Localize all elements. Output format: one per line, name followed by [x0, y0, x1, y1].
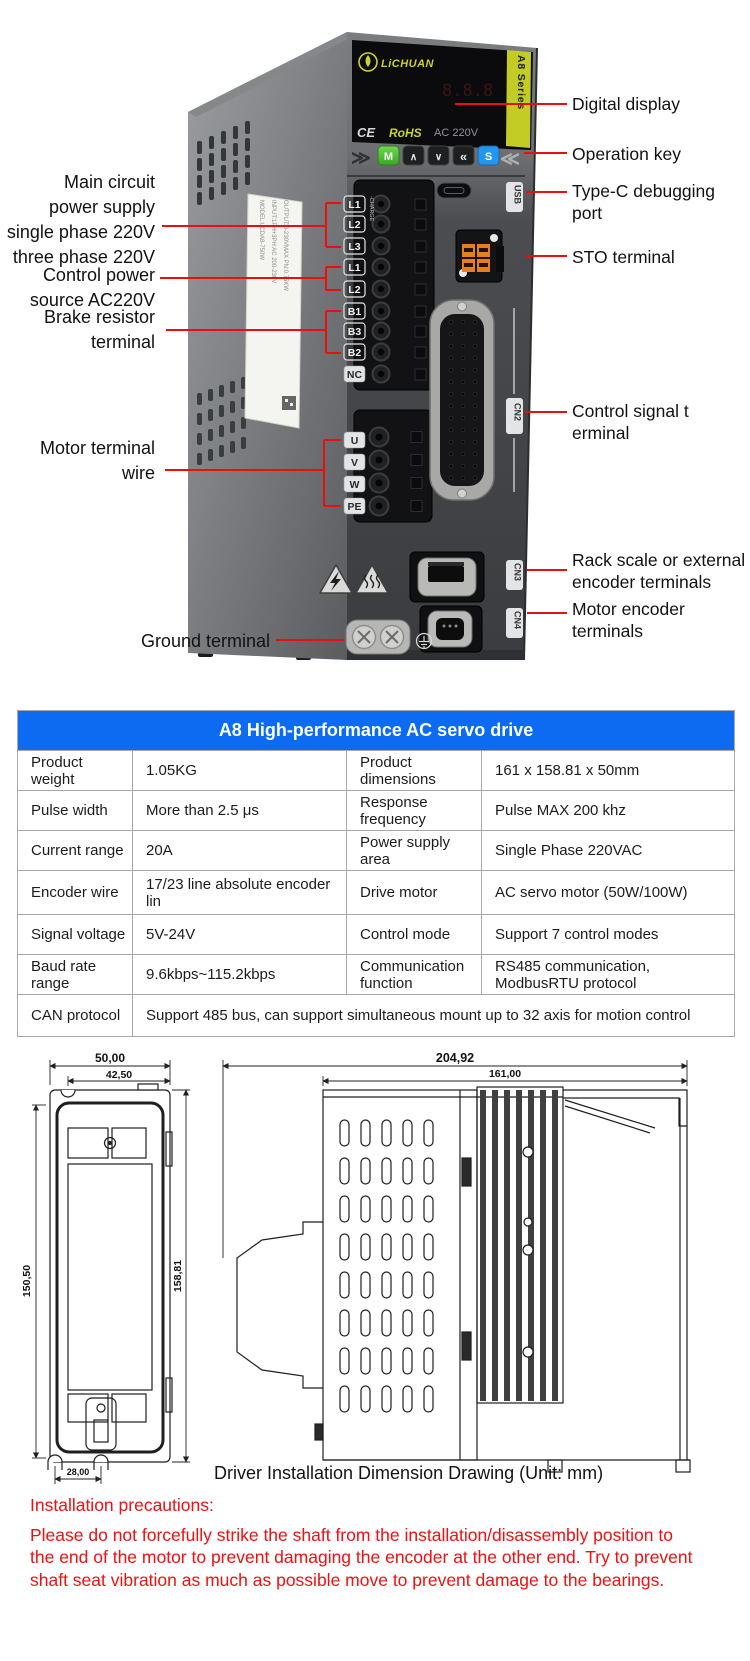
spec-label: Product weight	[18, 751, 133, 791]
dim-height-right: 158,81	[172, 1259, 184, 1293]
notes-line: shaft seat vibration as much as possible move to prevent damage to the bearings.	[30, 1569, 665, 1590]
brand-name: LiCHUAN	[381, 58, 434, 70]
dim-inner-width: 42,50	[105, 1069, 133, 1081]
rohs-mark: RoHS	[389, 126, 422, 140]
side-spec-label	[245, 194, 302, 428]
cn2-connector[interactable]	[430, 300, 494, 500]
spec-value: 9.6kbps~115.2kbps	[133, 955, 347, 995]
svg-text:V: V	[350, 457, 359, 469]
spec-value: 161 x 158.81 x 50mm	[482, 751, 735, 791]
svg-text:L1: L1	[348, 199, 361, 211]
dimension-lines	[32, 1060, 687, 1484]
terminal-tag-L2	[344, 216, 365, 232]
spec-value: AC servo motor (50W/100W)	[482, 871, 735, 915]
spec-label: CAN protocol	[18, 995, 133, 1037]
spec-value: Pulse MAX 200 khz	[482, 791, 735, 831]
side-label-line: OUTPUT:0-230VMAX PN:0.75KW	[282, 200, 288, 292]
spec-value: 17/23 line absolute encoder lin	[133, 871, 347, 915]
svg-text:NC: NC	[346, 369, 363, 381]
spec-value: Single Phase 220VAC	[482, 831, 735, 871]
svg-text:W: W	[349, 479, 360, 491]
callout-sto-terminal: STO terminal	[572, 247, 675, 267]
callout-motor-encoder: Motor encoder terminals	[572, 599, 685, 641]
spec-value: 20A	[133, 831, 347, 871]
spec-label: Control mode	[347, 915, 482, 955]
usb-port-label	[506, 182, 523, 212]
spec-label: Product dimensions	[347, 751, 482, 791]
table-row	[18, 751, 735, 791]
notes-title: Installation precautions:	[30, 1495, 214, 1515]
callout-digital-display: Digital display	[572, 94, 680, 114]
terminal-tag-V	[344, 454, 365, 470]
notes-line: the end of the motor to prevent damaging the encoder at the other end. Try to prevent	[30, 1547, 693, 1567]
type-c-port[interactable]	[437, 183, 471, 198]
spec-table	[17, 710, 734, 1037]
cn4-port-label	[506, 608, 523, 638]
spec-label: Response frequency	[347, 791, 482, 831]
table-row	[18, 831, 735, 871]
svg-text:CN3: CN3	[512, 563, 523, 582]
side-label-line: INPUT:1PH+3PH AC 200-230V	[270, 200, 276, 284]
chevrons-decor: ≫	[351, 148, 371, 169]
svg-text:L1: L1	[348, 262, 361, 274]
spec-label: Communication function	[347, 955, 482, 995]
side-label-line: MODEL:LCDA8-750W	[258, 200, 264, 261]
terminal-tag-B1	[344, 303, 365, 319]
svg-text:PE: PE	[347, 501, 362, 513]
dimension-labels	[21, 1051, 521, 1477]
m-button-label: M	[383, 151, 394, 163]
svg-text:CN2: CN2	[512, 403, 523, 422]
vent-slots	[340, 1120, 433, 1412]
dim-body-width: 161,00	[488, 1068, 522, 1080]
notes-line: Please do not forcefully strike the shaft from the installation/disassembly position to	[30, 1524, 673, 1545]
qr-code	[282, 396, 296, 410]
spec-value: Support 485 bus, can support simultaneous mount up to 32 axis for motion control	[133, 995, 735, 1037]
mounting-flange	[563, 1090, 687, 1126]
back-button-label: «	[459, 149, 468, 164]
table-row	[18, 791, 735, 831]
digital-display-panel	[352, 40, 533, 150]
callout-control-signal: Control signal t erminal	[572, 401, 689, 443]
heatsink-fins	[480, 1090, 558, 1401]
svg-text:L2: L2	[348, 284, 361, 296]
spec-value: 5V-24V	[133, 915, 347, 955]
up-button-label: ∧	[409, 152, 418, 163]
series-badge-text: A8 Series	[515, 55, 527, 111]
terminal-tag-NC	[344, 366, 365, 382]
dim-width: 50,00	[94, 1051, 126, 1065]
spec-value: More than 2.5 μs	[133, 791, 347, 831]
dimension-drawings	[0, 1050, 750, 1495]
table-row	[18, 995, 735, 1037]
terminal-tag-L1	[344, 196, 365, 212]
terminal-tag-B2	[344, 344, 365, 360]
callout-ground-terminal: Ground terminal	[140, 631, 270, 651]
terminal-tag-B3	[344, 323, 365, 339]
spec-label: Encoder wire	[18, 871, 133, 915]
terminal-tag-W	[344, 476, 365, 492]
svg-text:U: U	[350, 435, 359, 447]
drawing-caption: Driver Installation Dimension Drawing (Unit: mm)	[214, 1463, 604, 1483]
svg-text:USB: USB	[512, 185, 523, 205]
dim-foot-width: 28,00	[66, 1467, 90, 1477]
svg-text:B2: B2	[347, 347, 362, 359]
callout-main-circuit: Main circuit power supply single phase 220V three phase 220V	[6, 172, 155, 267]
spec-label: Signal voltage	[18, 915, 133, 955]
spec-value: Support 7 control modes	[482, 915, 735, 955]
terminal-tag-L3	[344, 238, 365, 254]
spec-label: Baud rate range	[18, 955, 133, 995]
table-row	[18, 871, 735, 915]
terminal-tag-L1c	[344, 259, 365, 275]
terminal-tag-U	[344, 432, 365, 448]
callout-motor-terminal: Motor terminal wire	[39, 438, 155, 483]
svg-text:CN4: CN4	[512, 611, 523, 630]
spec-label: Power supply area	[347, 831, 482, 871]
table-row	[18, 915, 735, 955]
terminal-tag-PE	[344, 498, 365, 514]
chevrons-decor: ≪	[500, 149, 520, 170]
spec-value: 1.05KG	[133, 751, 347, 791]
installation-notes	[30, 1494, 693, 1591]
ce-mark: CE	[357, 125, 376, 140]
spec-label: Pulse width	[18, 791, 133, 831]
voltage-mark: AC 220V	[434, 127, 479, 139]
s-button-label: S	[484, 151, 493, 163]
cn3-connector[interactable]	[410, 552, 484, 602]
seven-segment-digits: 8.8.8	[442, 81, 494, 101]
cn4-connector[interactable]	[420, 606, 482, 652]
dim-height-left: 150,50	[21, 1264, 33, 1298]
spec-label: Drive motor	[347, 871, 482, 915]
callout-operation-key: Operation key	[572, 144, 681, 164]
svg-text:L2: L2	[348, 219, 361, 231]
sto-connector[interactable]	[456, 230, 504, 282]
cn3-port-label	[506, 560, 523, 590]
table-row	[18, 955, 735, 995]
callout-control-power: Control power source AC220V	[29, 265, 155, 310]
table-title: A8 High-performance AC servo drive	[18, 711, 735, 751]
charge-label: -CHARGE	[368, 196, 374, 222]
front-view	[48, 1084, 172, 1470]
side-view	[237, 1087, 690, 1472]
callout-brake-resistor: Brake resistor terminal	[43, 307, 155, 352]
down-button-label: ∨	[434, 152, 443, 163]
cn2-side-profile	[237, 1222, 323, 1388]
dim-total-width: 204,92	[435, 1051, 475, 1065]
svg-text:L3: L3	[348, 241, 361, 253]
callout-rack-scale: Rack scale or external encoder terminals	[572, 550, 746, 592]
callout-typec-port: Type-C debugging port	[572, 181, 716, 223]
spec-value: RS485 communication, ModbusRTU protocol	[482, 955, 735, 995]
svg-text:B3: B3	[347, 326, 362, 338]
svg-text:B1: B1	[347, 306, 362, 318]
spec-label: Current range	[18, 831, 133, 871]
terminal-tag-L2c	[344, 281, 365, 297]
